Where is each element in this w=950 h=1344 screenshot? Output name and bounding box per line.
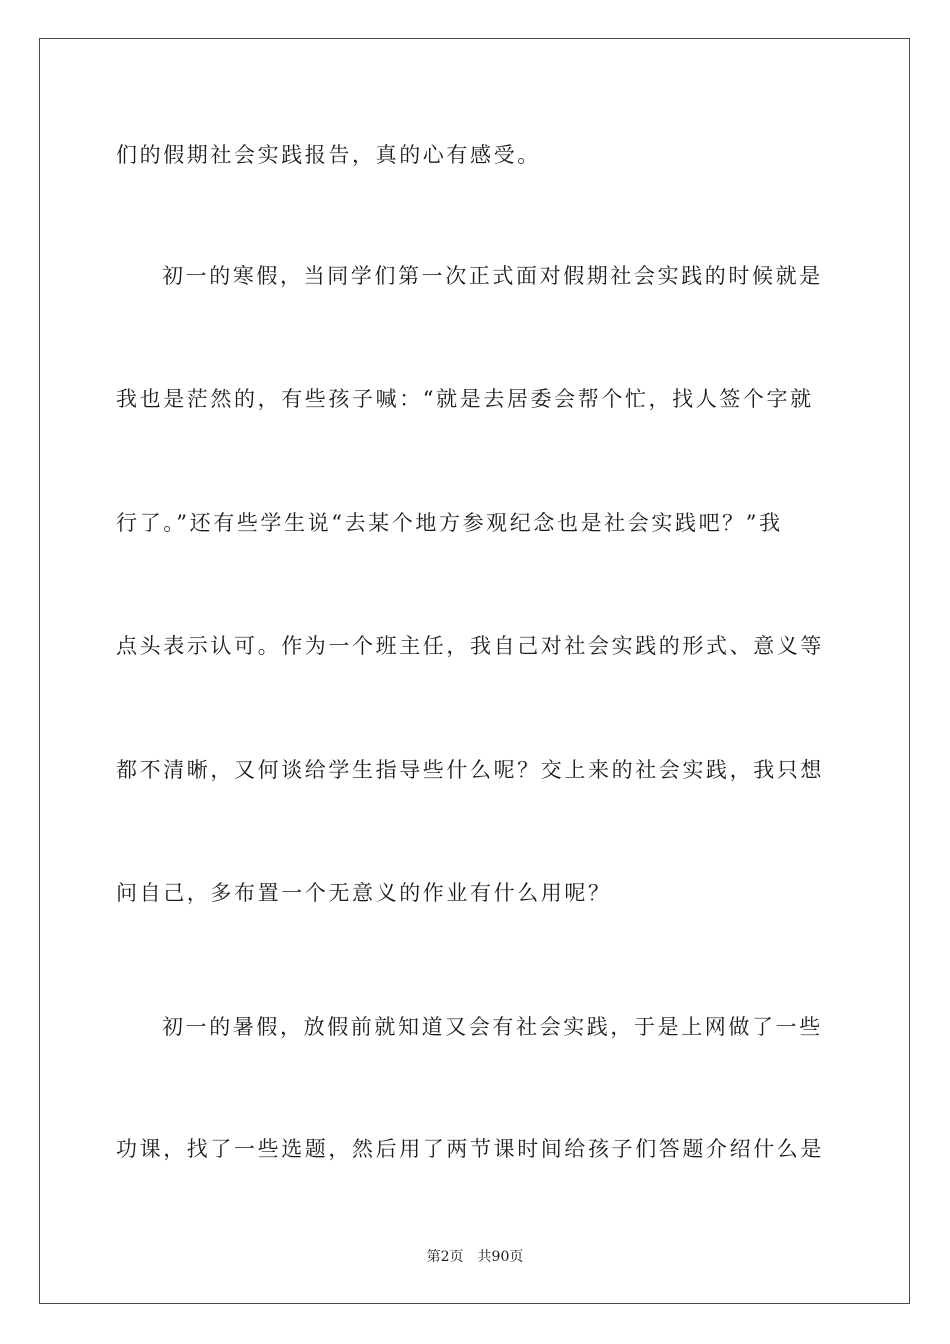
page-footer xyxy=(0,1246,950,1266)
text-line: 行了。”还有些学生说“去某个地方参观纪念也是社会实践吧？”我 xyxy=(116,511,783,535)
text-line: 们的假期社会实践报告，真的心有感受。 xyxy=(116,143,541,167)
text-line: 初一的寒假，当同学们第一次正式面对假期社会实践的时候就是 xyxy=(162,264,823,288)
page-frame xyxy=(39,38,910,1304)
text-line: 点头表示认可。作为一个班主任，我自己对社会实践的形式、意义等 xyxy=(116,634,824,658)
text-line: 都不清晰，又何谈给学生指导些什么呢？交上来的社会实践，我只想 xyxy=(116,758,824,782)
page-total: 共90页 xyxy=(477,1249,524,1265)
text-line: 初一的暑假，放假前就知道又会有社会实践，于是上网做了一些 xyxy=(162,1015,823,1039)
text-line: 我也是茫然的，有些孩子喊：“就是去居委会帮个忙，找人签个字就 xyxy=(116,387,814,411)
text-line: 问自己，多布置一个无意义的作业有什么用呢？ xyxy=(116,881,612,905)
text-line: 功课，找了一些选题，然后用了两节课时间给孩子们答题介绍什么是 xyxy=(116,1137,824,1161)
page-number: 第2页 xyxy=(426,1249,464,1265)
